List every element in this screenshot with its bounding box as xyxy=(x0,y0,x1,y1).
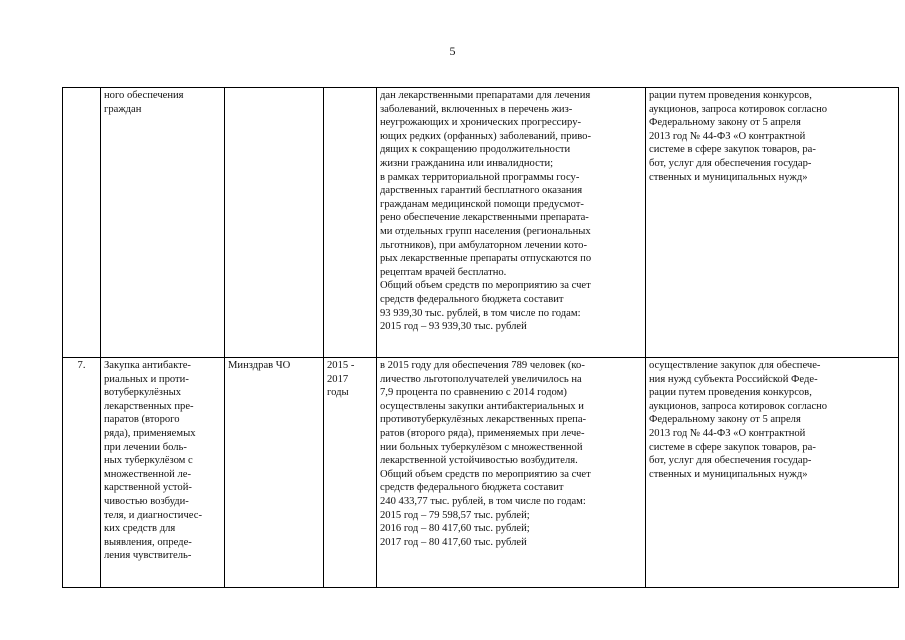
text-line: рецептам врачей бесплатно. xyxy=(380,266,507,278)
text-line: ющих редких (орфанных) заболеваний, приво- xyxy=(380,130,591,142)
note-cell xyxy=(646,358,899,588)
text-line: ния нужд субъекта Российской Феде- xyxy=(649,373,818,385)
text-line: средств федерального бюджета составит xyxy=(380,293,564,305)
text-line: заболеваний, включенных в перечень жиз- xyxy=(380,103,573,115)
text-line: рено обеспечение лекарственными препарата- xyxy=(380,212,589,224)
text-line: в 2015 году для обеспечения 789 человек (ко- xyxy=(380,360,585,371)
text-line: 2017 xyxy=(327,373,349,385)
page-number: 5 xyxy=(449,44,456,58)
text-line: неугрожающих и хронических прогрессиру- xyxy=(380,117,582,129)
text-line: множественной ле- xyxy=(104,468,191,480)
text-line: Закупка антибакте- xyxy=(104,360,191,371)
text-line: годы xyxy=(327,387,349,399)
text-line: осуществление закупок для обеспече- xyxy=(649,360,821,371)
text-line: 2015 год – 93 939,30 тыс. рублей xyxy=(380,321,527,333)
text-line: осуществлены закупки антибактериальных и xyxy=(380,400,584,412)
executor-cell xyxy=(225,88,324,358)
text-line: лекарственной устойчивостью возбудителя. xyxy=(380,455,578,467)
text-line: чивостью возбуди- xyxy=(104,495,189,507)
text-line: карственной устой- xyxy=(104,482,192,494)
text-line: 2017 год – 80 417,60 тыс. рублей xyxy=(380,536,527,548)
result-cell xyxy=(377,88,646,358)
text-line: ких средств для xyxy=(104,523,176,535)
text-line: 240 433,77 тыс. рублей, в том числе по годам: xyxy=(380,495,586,507)
text-line: системе в сфере закупок товаров, ра- xyxy=(649,144,816,156)
text-line: Федеральному закону от 5 апреля xyxy=(649,117,801,129)
text-line: Общий объем средств по мероприятию за счет xyxy=(380,468,591,480)
text-line: 2013 год № 44-ФЗ «О контрактной xyxy=(649,427,806,439)
text-line: вотуберкулёзных xyxy=(104,387,182,399)
text-line: Общий объем средств по мероприятию за счет xyxy=(380,280,591,292)
text-line: ственных и муниципальных нужд» xyxy=(649,468,808,480)
text-line: Федеральному закону от 5 апреля xyxy=(649,414,801,426)
measure-name-cell xyxy=(101,88,225,358)
row-number-cell: 7. xyxy=(63,358,101,588)
measure-name-cell xyxy=(101,358,225,588)
text-line: гражданам медицинской помощи предусмот- xyxy=(380,198,584,210)
text-line: паратов (второго xyxy=(104,414,180,426)
text-line: бот, услуг для обеспечения государ- xyxy=(649,157,812,169)
term-cell xyxy=(324,88,377,358)
text-line: жизни гражданина или инвалидности; xyxy=(380,157,554,169)
text-line: 2016 год – 80 417,60 тыс. рублей; xyxy=(380,523,530,535)
executor-cell: Минздрав ЧО xyxy=(225,358,324,588)
text-line: дарственных гарантий бесплатного оказания xyxy=(380,185,583,197)
text-line: бот, услуг для обеспечения государ- xyxy=(649,455,812,467)
text-line: нии больных туберкулёзом с множественной xyxy=(380,441,583,453)
table-row xyxy=(63,88,899,358)
result-cell xyxy=(377,358,646,588)
text-line: ственных и муниципальных нужд» xyxy=(649,171,808,183)
text-line: при лечении боль- xyxy=(104,441,187,453)
text-line: 93 939,30 тыс. рублей, в том числе по годам: xyxy=(380,307,581,319)
text-line: ных туберкулёзом с xyxy=(104,455,193,467)
text-line: ратов (второго ряда), применяемых при лече- xyxy=(380,427,585,439)
text-line: теля, и диагностичес- xyxy=(104,509,202,521)
text-line: дан лекарственными препаратами для лечения xyxy=(380,90,591,101)
text-line: личество льготополучателей увеличилось на xyxy=(380,373,582,385)
text-line: выявления, опреде- xyxy=(104,536,192,548)
text-line: рых лекарственные препараты отпускаются по xyxy=(380,253,592,265)
text-line: ми отдельных групп населения (региональных xyxy=(380,225,591,237)
text-line: системе в сфере закупок товаров, ра- xyxy=(649,441,816,453)
text-line: 2015 - xyxy=(327,360,355,371)
text-line: 2013 год № 44-ФЗ «О контрактной xyxy=(649,130,806,142)
text-line: рации путем проведения конкурсов, xyxy=(649,90,812,101)
text-line: ления чувствитель- xyxy=(104,550,192,562)
text-line: аукционов, запроса котировок согласно xyxy=(649,103,828,115)
text-line: лекарственных пре- xyxy=(104,400,194,412)
term-cell xyxy=(324,358,377,588)
text-line: средств федерального бюджета составит xyxy=(380,482,564,494)
measures-table xyxy=(62,87,899,588)
text-line: аукционов, запроса котировок согласно xyxy=(649,400,828,412)
text-line: противотуберкулёзных лекарственных препа- xyxy=(380,414,587,426)
text-line: дящих к сокращению продолжительности xyxy=(380,144,571,156)
text-line: 7,9 процента по сравнению с 2014 годом) xyxy=(380,387,567,399)
note-cell xyxy=(646,88,899,358)
text-line: граждан xyxy=(104,103,142,115)
text-line: риальных и проти- xyxy=(104,373,189,385)
text-line: ряда), применяемых xyxy=(104,427,196,439)
row-number-cell xyxy=(63,88,101,358)
text-line: льготников), при амбулаторном лечении кото- xyxy=(380,239,587,251)
text-line: 2015 год – 79 598,57 тыс. рублей; xyxy=(380,509,530,521)
text-line: рации путем проведения конкурсов, xyxy=(649,387,812,399)
text-line: ного обеспечения xyxy=(104,90,184,101)
table-row xyxy=(63,358,899,588)
text-line: в рамках территориальной программы госу- xyxy=(380,171,580,183)
